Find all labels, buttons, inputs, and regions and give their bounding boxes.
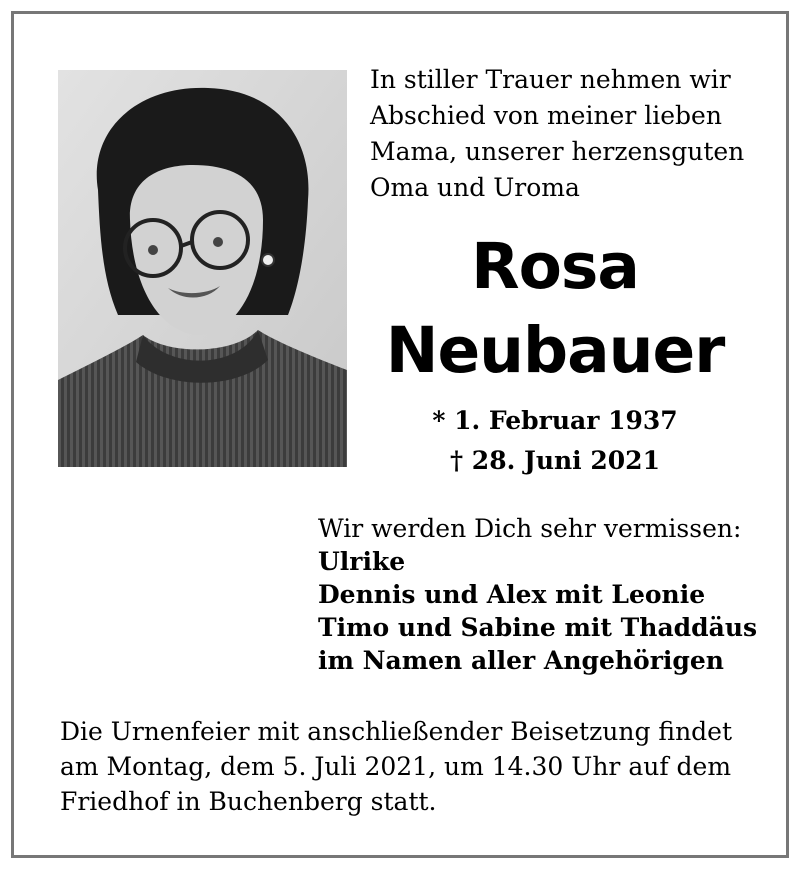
family-member: Ulrike [318, 547, 406, 576]
life-dates [353, 401, 757, 481]
notice-line: am Montag, dem 5. Juli 2021, um 14.30 Uhr auf dem [60, 752, 732, 781]
intro-line: Mama, unserer herzensguten [370, 137, 745, 166]
notice-line: Friedhof in Buchenberg statt. [60, 787, 437, 816]
deceased-first-name: Rosa [471, 230, 639, 303]
family-member: Dennis und Alex mit Leonie [318, 580, 706, 609]
intro-line: Oma und Uroma [370, 173, 580, 202]
birth-date: * 1. Februar 1937 [432, 406, 678, 435]
family-member: im Namen aller Angehörigen [318, 646, 724, 675]
portrait-photo [58, 70, 347, 467]
deceased-last-name: Neubauer [385, 314, 725, 387]
intro-line: Abschied von meiner lieben [370, 101, 722, 130]
death-date: † 28. Juni 2021 [450, 446, 660, 475]
intro-line: In stiller Trauer nehmen wir [370, 65, 731, 94]
notice-line: Die Urnenfeier mit anschließender Beisetzung findet [60, 717, 733, 746]
family-member: Timo und Sabine mit Thaddäus [318, 613, 758, 642]
intro-text [370, 62, 744, 206]
funeral-notice [60, 714, 732, 819]
family-signature [318, 512, 757, 677]
family-lead: Wir werden Dich sehr vermissen: [318, 514, 742, 543]
